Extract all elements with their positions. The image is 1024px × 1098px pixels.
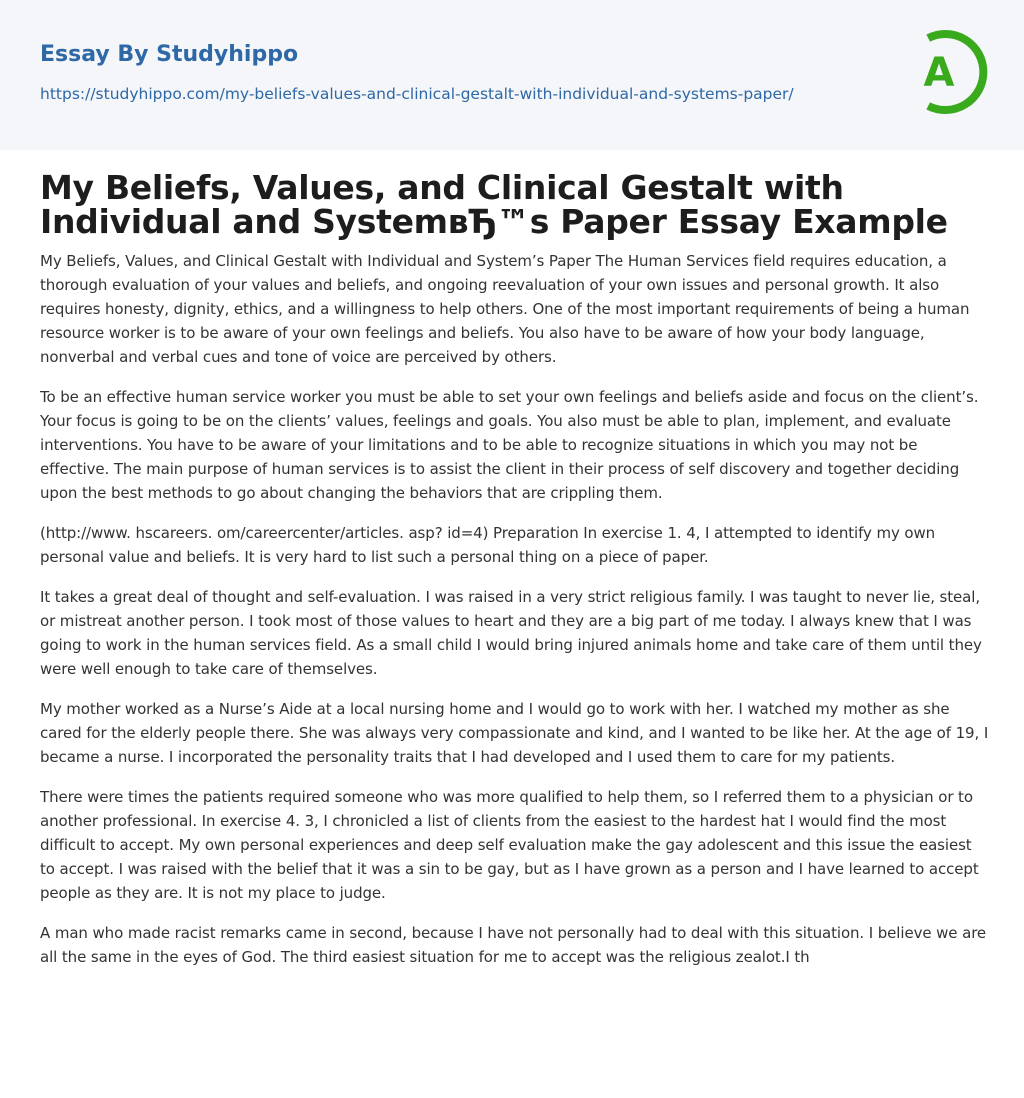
essay-paragraph: To be an effective human service worker you must be able to set your own feelings and beliefs aside and focus on the client’s. Your focus is going to be on the clients’ values, feelings and goals. You also must be able to plan, implement, and evaluate interventions. You have to be aware of your limitations and to be able to recognize situations in which you may not be effective. The main purpose of human services is to assist the client in their process of self discovery and together deciding upon the best methods to go about changing the behaviors that are crippling them. xyxy=(40,388,979,502)
studyhippo-logo-icon[interactable] xyxy=(905,28,989,116)
essay-paragraph: My mother worked as a Nurse’s Aide at a local nursing home and I would go to work with her. I watched my mother as she cared for the elderly people there. She was always very compassionate and kind, and I wanted to be like her. At the age of 19, I became a nurse. I incorporated the personality traits that I had developed and I used them to care for my patients. xyxy=(40,700,989,766)
essay-paragraph: My Beliefs, Values, and Clinical Gestalt with Individual and System’s Paper The Human Services field requires education, a thorough evaluation of your values and beliefs, and ongoing reevaluation of your own issues and personal growth. It also requires honesty, dignity, ethics, and a willingness to help others. One of the most important requirements of being a human resource worker is to be aware of your own feelings and beliefs. You also have to be aware of how your body language, nonverbal and verbal cues and tone of voice are perceived by others. xyxy=(40,252,970,366)
essay-paragraph: A man who made racist remarks came in second, because I have not personally had to deal with this situation. I believe we are all the same in the eyes of God. The third easiest situation for me to accept was the religious zealot.I th xyxy=(40,924,987,966)
logo-letter: A xyxy=(923,50,955,96)
essay-paragraph: There were times the patients required someone who was more qualified to help them, so I referred them to a physician or to another professional. In exercise 4. 3, I chronicled a list of clients from the easiest to the hardest hat I would find the most difficult to accept. My own personal experiences and deep self evaluation make the gay adolescent and this issue the easiest to accept. I was raised with the belief that it was a sin to be gay, but as I have grown as a person and I have learned to accept people as they are. It is not my place to judge. xyxy=(40,788,979,902)
essay-body xyxy=(40,249,990,985)
source-url-link[interactable]: https://studyhippo.com/my-beliefs-values-and-clinical-gestalt-with-individual-and-systems-paper/ xyxy=(40,85,794,103)
essay-paragraph: (http://www. hscareers. om/careercenter/articles. asp? id=4) Preparation In exercise 1. 4, I attempted to identify my own personal value and beliefs. It is very hard to list such a personal thing on a piece of paper. xyxy=(40,524,936,566)
essay-title: My Beliefs, Values, and Clinical Gestalt with Individual and SystemвЂ™s Paper Essay Example xyxy=(40,168,948,241)
essay-paragraph: It takes a great deal of thought and self-evaluation. I was raised in a very strict religious family. I was taught to never lie, steal, or mistreat another person. I took most of those values to heart and they are a big part of me today. I always knew that I was going to work in the human services field. As a small child I would bring injured animals home and take care of them until they were well enough to take care of themselves. xyxy=(40,588,982,678)
site-header xyxy=(0,0,1024,150)
site-brand[interactable]: Essay By Studyhippo xyxy=(40,42,299,67)
